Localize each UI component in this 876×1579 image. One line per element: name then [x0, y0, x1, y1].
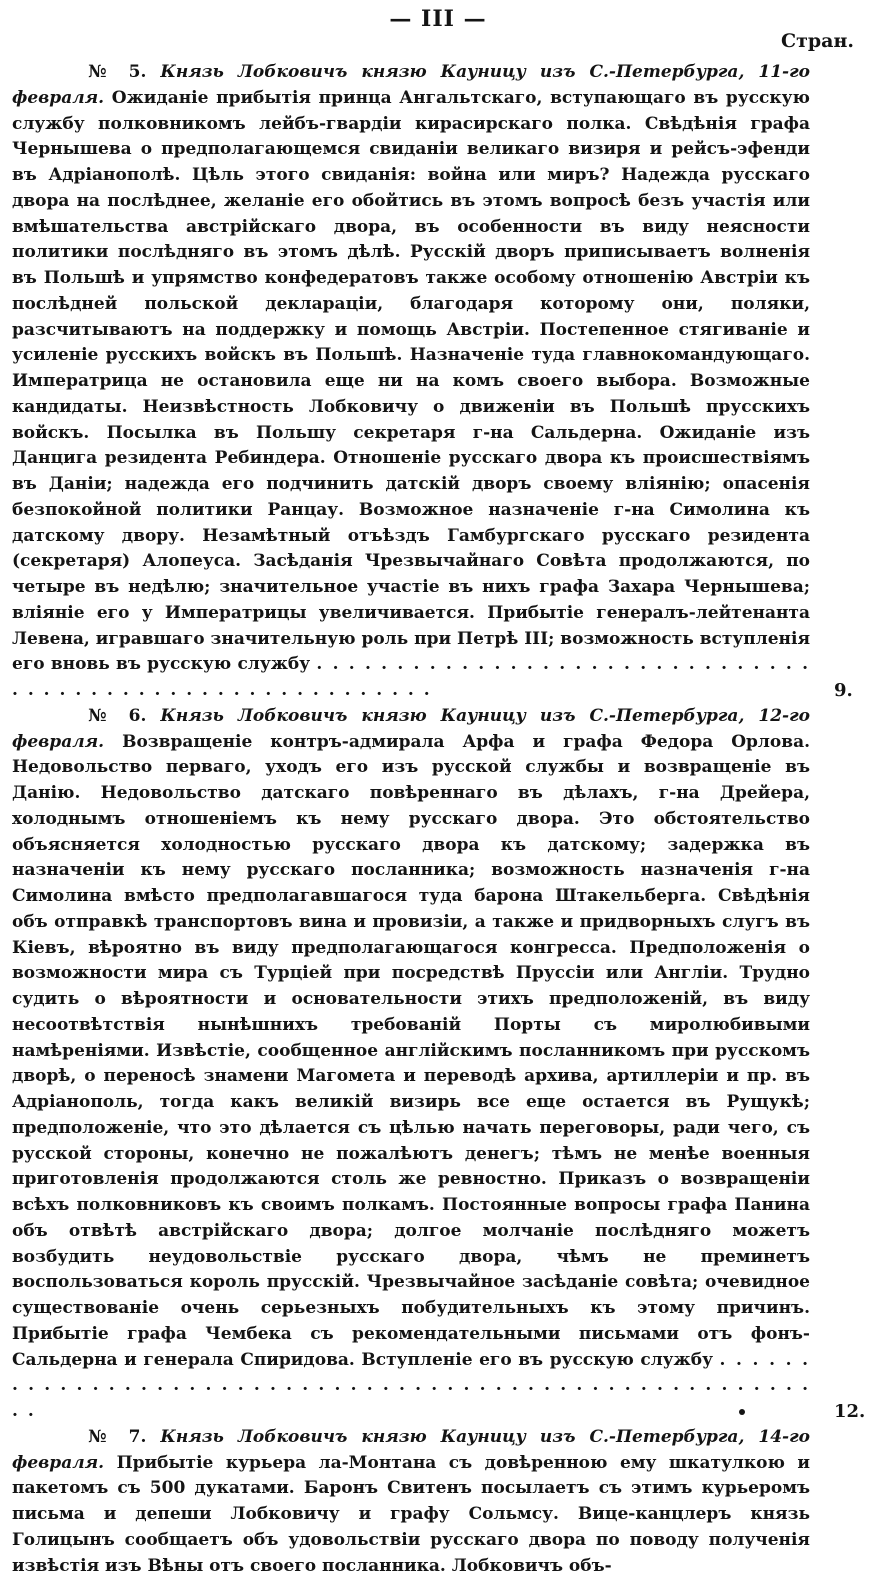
entry-summary: Прибытіе курьера ла-Монтана съ довѣренною ему шкатулкою и пакетомъ съ 500 дукатами. Баронъ Свитенъ посылаетъ съ этимъ курьеромъ письма и депеши Лобковичу и графу Сольмсу. Вице-канцлеръ князь Голицынъ сообщаетъ объ удовольствіи русскаго двора по поводу полученія извѣстія изъ Вѣны отъ своего посланника. Лобковичъ объ-	[12, 1452, 811, 1576]
dot-leader: . . . . . . . . . . . . . . . . . . . . . . . . . . . . . . . . . . . . . . . . . . . . . . . . . . . . . . . . . .	[12, 654, 810, 700]
entry-heading: Князь Лобковичъ князю Кауницу изъ С.-Петербурга, 14-го февраля.	[12, 1426, 810, 1473]
page-reference: 9.	[834, 679, 853, 701]
print-dot-mark	[739, 1409, 745, 1415]
entry-summary: Ожиданіе прибытія принца Ангальтскаго, вступающаго въ русскую службу полковникомъ лейбъ-гвардіи кирасирскаго полка. Свѣдѣнія графа Чернышева о предполагающемся свиданіи великаго визиря и рейсъ-эфенди въ Адріанополѣ. Цѣль этого свиданія: война или миръ? Надежда русскаго двора на послѣднее, желаніе его обойтись въ этомъ вопросѣ безъ участія или вмѣшательства австрійскаго двора, въ особенности въ виду неясности политики послѣдняго въ этомъ дѣлѣ. Русскій дворъ приписываетъ волненія въ Польшѣ и упрямство конфедератовъ также особому отношенію Австріи къ послѣдней польской деклараціи, благодаря которому они, поляки, разсчитываютъ на поддержку и помощь Австріи. Постепенное стягиваніе и усиленіе русскихъ войскъ въ Польшѣ. Назначеніе туда главнокомандующаго. Императрица не остановила еще ни на комъ своего выбора. Возможные кандидаты. Неизвѣстность Лобковичу о движеніи въ Польшѣ прусскихъ войскъ. Посылка въ Польшу секретаря г-на Сальдерна. Ожиданіе изъ Данцига резидента Ребиндера. Отношеніе русскаго двора къ происшествіямъ въ Даніи; надежда его подчинить датскій дворъ своему вліянію; опасенія безпокойной политики Ранцау. Возможное назначеніе г-на Симолина къ датскому двору. Незамѣтный отъѣздъ Гамбургскаго русскаго резидента (секретаря) Алопеуса. Засѣданія Чрезвычайнаго Совѣта продолжаются, по четыре въ недѣлю; значительное участіе въ нихъ графа Захара Чернышева; вліяніе его у Императрицы увеличивается. Прибытіе генералъ-лейтенанта Левена, игравшаго значительную роль при Петрѣ III; возможность вступленія его вновь въ русскую службу	[12, 87, 810, 675]
entry-7	[12, 1425, 810, 1579]
entry-number: № 5.	[80, 62, 147, 82]
entry-5	[12, 60, 810, 704]
entry-heading: Князь Лобковичъ князю Кауницу изъ С.-Петербурга, 11-го февраля.	[12, 62, 810, 108]
table-of-contents-body	[12, 60, 810, 1579]
page-number: — III —	[389, 6, 487, 32]
entry-summary: Возвращеніе контръ-адмирала Арфа и графа Федора Орлова. Недовольство перваго, уходъ его изъ русской службы и возвращеніе въ Данію. Недовольство датскаго повѣреннаго въ дѣлахъ, г-на Дрейера, холоднымъ отношеніемъ къ нему русскаго двора. Это обстоятельство объясняется холодностью русскаго двора къ датскому; задержка въ назначеніи къ нему русскаго посланника; возможность назначенія г-на Симолина вмѣсто предполагавшагося туда барона Штакельберга. Свѣдѣнія объ отправкѣ транспортовъ вина и провизіи, а также и придворныхъ слугъ въ Кіевъ, вѣроятно въ виду предполагающагося конгресса. Предположенія о возможности мира съ Турціей при посредствѣ Пруссіи или Англіи. Трудно судить о вѣроятности и основательности этихъ предположеній, въ виду несоотвѣтствія нынѣшнихъ требованій Порты съ миролюбивыми намѣреніями. Извѣстіе, сообщенное англійскимъ посланникомъ при русскомъ дворѣ, о переносѣ знамени Магомета и переводѣ архива, артиллеріи и пр. въ Адріанополь, тогда какъ великій визирь все еще остается въ Рущукѣ; предположеніе, что это дѣлается съ цѣлью начать переговоры, ради чего, съ русской стороны, конечно не пожалѣютъ денегъ; тѣмъ не менѣе военныя приготовленія продолжаются столь же ревностно. Приказъ о возвращеніи всѣхъ полковниковъ къ своимъ полкамъ. Постоянные вопросы графа Панина объ отвѣтѣ австрійскаго двора; долгое молчаніе послѣдняго можетъ возбудить неудовольствіе русскаго двора, чѣмъ не преминетъ воспользоваться король прусскій. Чрезвычайное засѣданіе совѣта; очевидное существованіе очень серьезныхъ побудительныхъ къ этому причинъ. Прибытіе графа Чембека съ рекомендательными письмами отъ фонъ-Сальдерна и генерала Спиридова. Вступленіе его въ русскую службу	[12, 731, 810, 1370]
page-reference: 12.	[834, 1400, 866, 1422]
entry-6	[12, 704, 810, 1425]
entry-heading: Князь Лобковичъ князю Кауницу изъ С.-Петербурга, 12-го февраля.	[12, 705, 810, 752]
entry-number: № 6.	[80, 705, 147, 726]
entry-number: № 7.	[80, 1426, 147, 1447]
page-column-label: Стран.	[780, 30, 854, 52]
dot-leader: . . . . . . . . . . . . . . . . . . . . . . . . . . . . . . . . . . . . . . . . . . . . . . . . . . . . . . . . . .	[12, 1349, 810, 1421]
